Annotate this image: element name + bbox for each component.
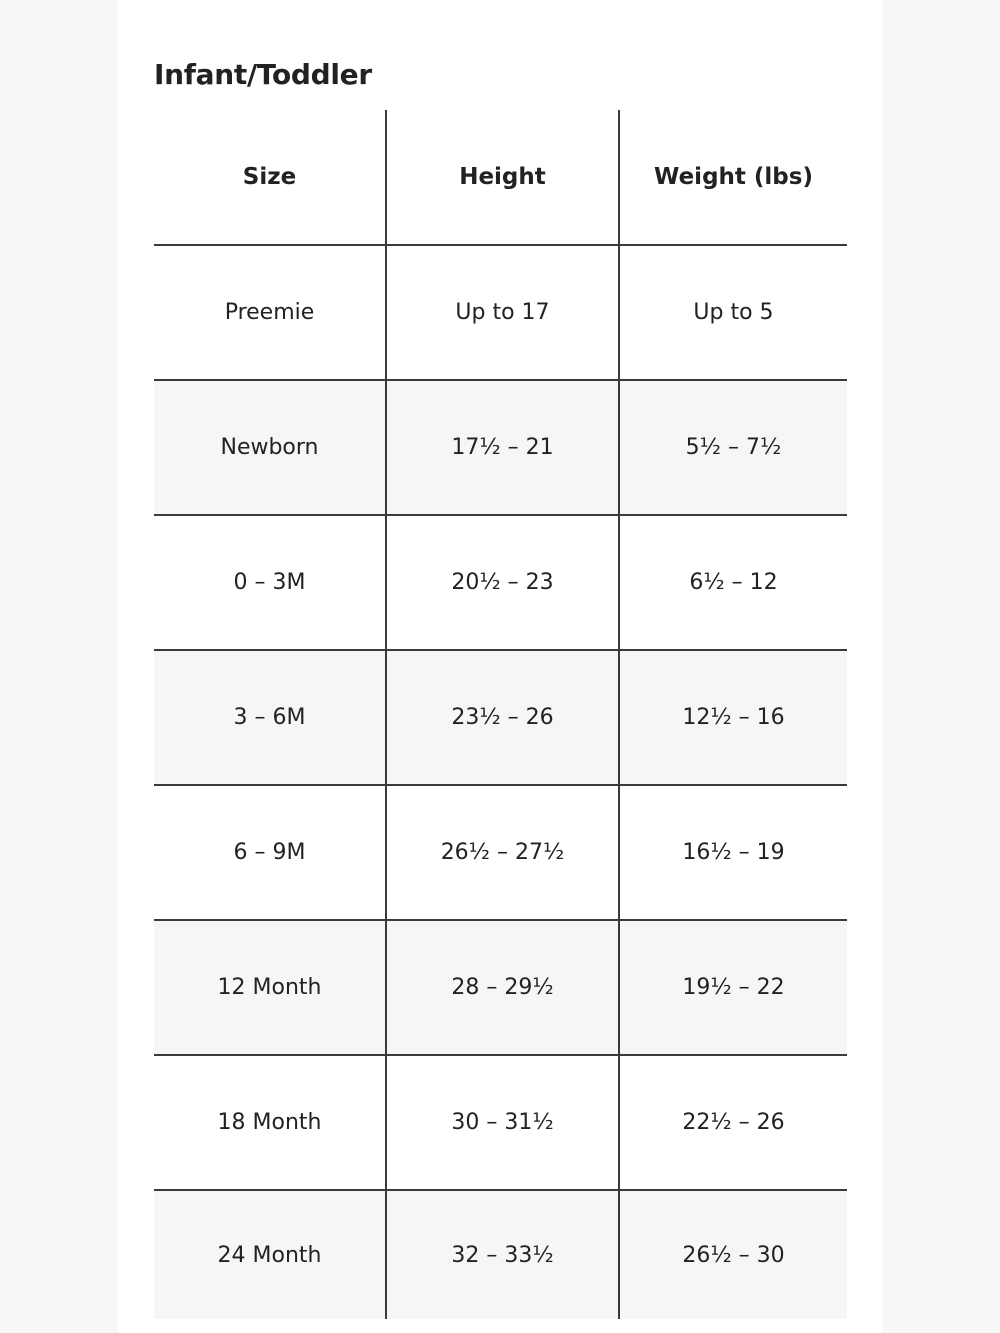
cell-size: 24 Month xyxy=(154,1190,386,1319)
table-header-row xyxy=(154,110,847,245)
cell-height: 20½ – 23 xyxy=(386,515,619,650)
cell-size: 12 Month xyxy=(154,920,386,1055)
cell-weight: 5½ – 7½ xyxy=(619,380,847,515)
cell-height: 28 – 29½ xyxy=(386,920,619,1055)
cell-weight: 26½ – 30 xyxy=(619,1190,847,1319)
cell-size: 18 Month xyxy=(154,1055,386,1190)
size-chart-table xyxy=(154,110,847,1319)
table-row xyxy=(154,920,847,1055)
cell-weight: 22½ – 26 xyxy=(619,1055,847,1190)
cell-size: 6 – 9M xyxy=(154,785,386,920)
cell-size: Newborn xyxy=(154,380,386,515)
column-header-size: Size xyxy=(154,110,386,245)
cell-weight: 16½ – 19 xyxy=(619,785,847,920)
cell-height: 26½ – 27½ xyxy=(386,785,619,920)
table-row xyxy=(154,650,847,785)
cell-height: Up to 17 xyxy=(386,245,619,380)
cell-height: 32 – 33½ xyxy=(386,1190,619,1319)
column-header-weight: Weight (lbs) xyxy=(619,110,847,245)
cell-weight: Up to 5 xyxy=(619,245,847,380)
cell-height: 30 – 31½ xyxy=(386,1055,619,1190)
table-row xyxy=(154,245,847,380)
column-header-height: Height xyxy=(386,110,619,245)
table-row xyxy=(154,515,847,650)
page-title: Infant/Toddler xyxy=(154,58,372,91)
cell-size: 3 – 6M xyxy=(154,650,386,785)
cell-weight: 19½ – 22 xyxy=(619,920,847,1055)
table-row xyxy=(154,380,847,515)
table-row xyxy=(154,785,847,920)
cell-size: Preemie xyxy=(154,245,386,380)
cell-weight: 6½ – 12 xyxy=(619,515,847,650)
table-row xyxy=(154,1055,847,1190)
cell-weight: 12½ – 16 xyxy=(619,650,847,785)
cell-height: 23½ – 26 xyxy=(386,650,619,785)
cell-size: 0 – 3M xyxy=(154,515,386,650)
table-row xyxy=(154,1190,847,1319)
cell-height: 17½ – 21 xyxy=(386,380,619,515)
